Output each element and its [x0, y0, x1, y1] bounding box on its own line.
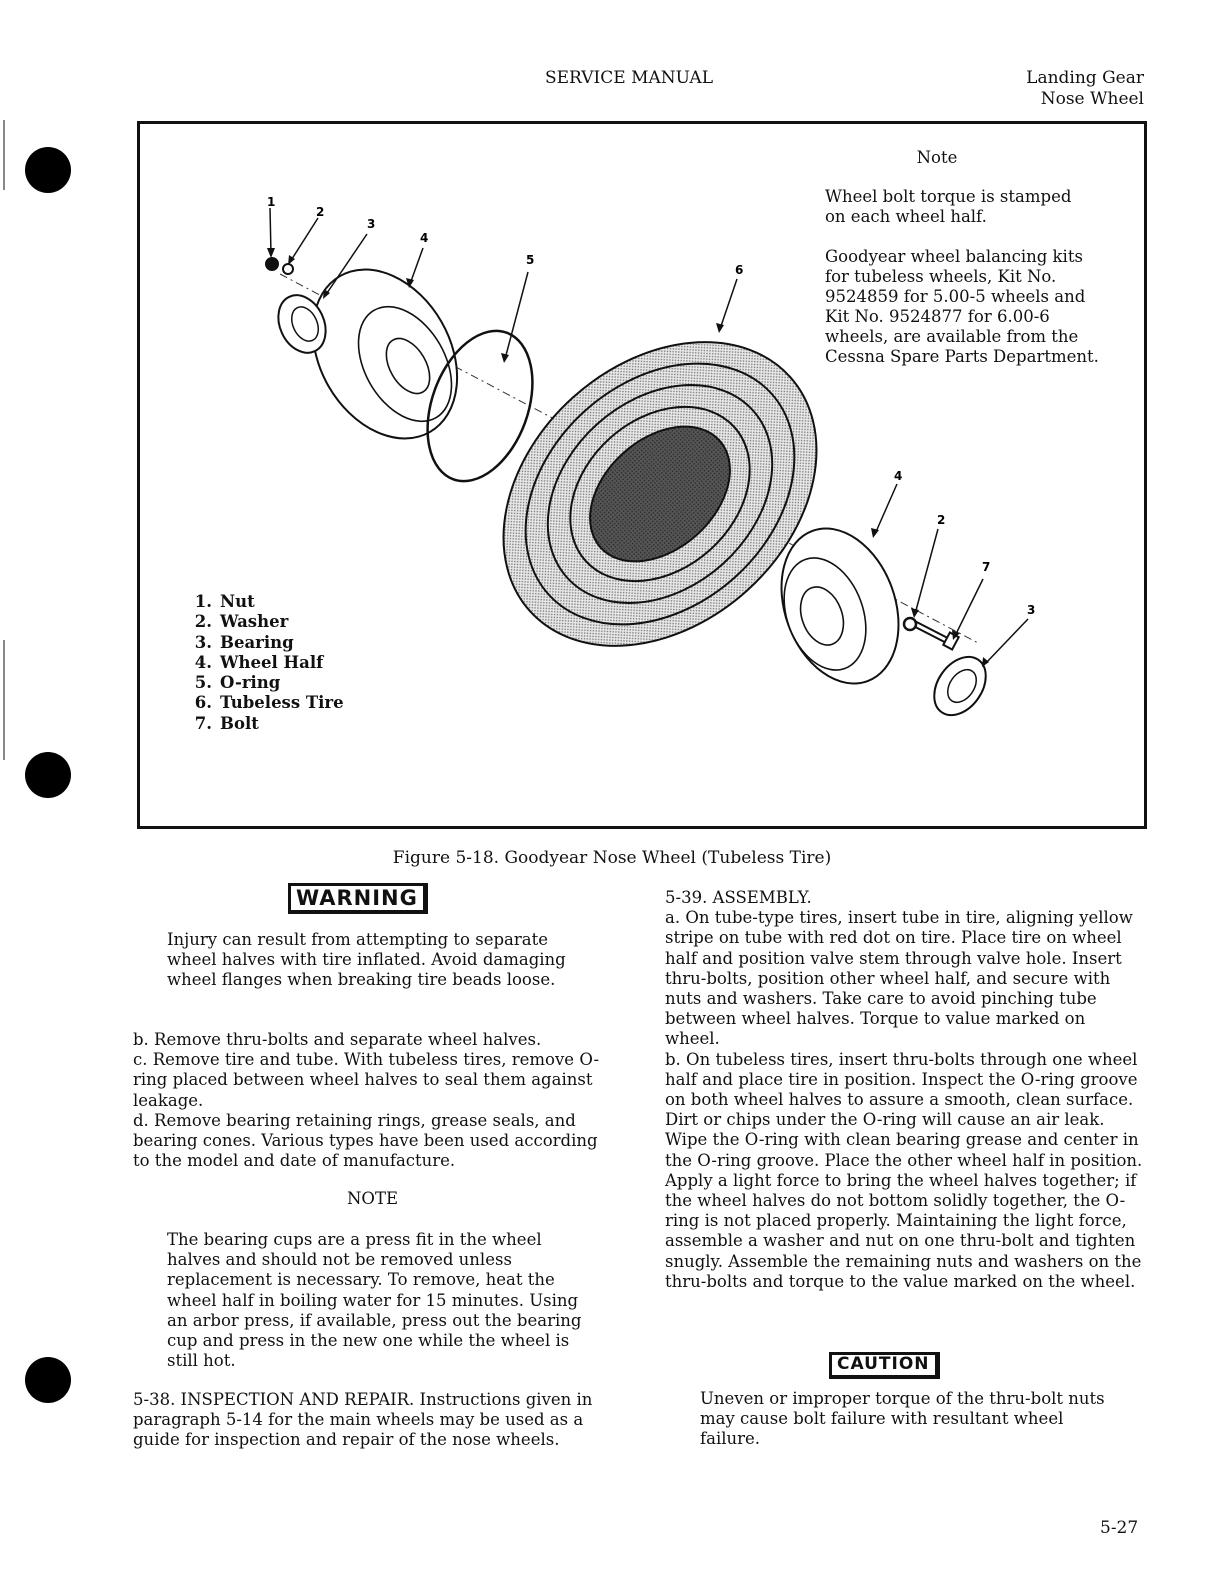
- figure-box: [137, 121, 1147, 829]
- callout-number: 5: [526, 253, 535, 267]
- inspection-text: 5-38. INSPECTION AND REPAIR. Instructions given in paragraph 5-14 for the main wheels may be used as a guide for inspection and repair of the nose wheels.: [133, 1390, 593, 1450]
- figure-note-paragraph: Goodyear wheel balancing kits for tubeless wheels, Kit No. 9524859 for 5.00-5 wheels and Kit No. 9524877 for 6.00-6 wheels, are available from the Cessna Spare Parts Department.: [825, 247, 1099, 366]
- section-title: Landing Gear: [1026, 68, 1144, 88]
- note-text: [167, 1230, 587, 1371]
- legend-item: 1. Nut: [194, 592, 255, 611]
- note-heading: NOTE: [346, 1189, 398, 1208]
- bolt-part: [915, 624, 959, 650]
- callout-number: 7: [982, 560, 991, 574]
- legend-item: 3. Bearing: [194, 632, 294, 652]
- callout-number: 3: [1027, 603, 1036, 617]
- legend-item: 6. Tubeless Tire: [194, 693, 344, 713]
- callout-number: 2: [316, 205, 325, 219]
- callout-number: 1: [267, 195, 276, 209]
- parts-legend: [178, 592, 344, 734]
- callout-number: 4: [420, 231, 429, 245]
- assembly-heading: 5-39. ASSEMBLY.: [665, 888, 812, 907]
- warning-paragraph: Injury can result from attempting to separate wheel halves with tire inflated. Avoid damaging wheel flanges when breaking tire beads loose.: [167, 930, 566, 990]
- assembly-step-a: a. On tube-type tires, insert tube in tire, aligning yellow stripe on tube with red dot on tire. Place tire on wheel half and position valve stem through valve hole. Insert thru-bolts, position other wheel half, and secure with nuts and washers. Take care to avoid pinching tube between wheel halves. Torque to value marked on wheel.: [665, 908, 1133, 1049]
- warning-text: [167, 930, 587, 991]
- legend-item: 2. Washer: [194, 612, 289, 632]
- legend-item: 4. Wheel Half: [194, 652, 324, 672]
- step-b: b. Remove thru-bolts and separate wheel halves.: [133, 1030, 542, 1049]
- subsection-title: Nose Wheel: [1040, 89, 1144, 109]
- figure-caption: Figure 5-18. Goodyear Nose Wheel (Tubeless Tire): [392, 848, 832, 868]
- inspection-paragraph: [133, 1390, 618, 1451]
- step-c: c. Remove tire and tube. With tubeless tires, remove O-ring placed between wheel halves to seal them against leakage.: [133, 1050, 600, 1110]
- washer-part: [283, 264, 293, 274]
- caution-banner: CAUTION: [829, 1352, 940, 1379]
- figure-note-paragraph: Wheel bolt torque is stamped on each wheel half.: [825, 187, 1072, 226]
- bearing-right: [924, 647, 997, 725]
- callout-number: 4: [894, 469, 903, 483]
- figure-note-title: Note: [916, 148, 958, 167]
- assembly-section: [665, 888, 1145, 1292]
- disassembly-steps: [133, 1030, 618, 1171]
- manual-title: SERVICE MANUAL: [545, 68, 713, 88]
- punch-hole-middle: [25, 752, 71, 798]
- nut-part: [265, 257, 279, 271]
- washer-part-right: [904, 618, 916, 630]
- figure-note: [825, 148, 1125, 387]
- step-d: d. Remove bearing retaining rings, grease seals, and bearing cones. Various types have been used according to the model and date of manufacture.: [133, 1110, 598, 1171]
- caution-paragraph: Uneven or improper torque of the thru-bolt nuts may cause bolt failure with resultant wheel failure.: [700, 1389, 1105, 1449]
- assembly-step-b: b. On tubeless tires, insert thru-bolts through one wheel half and place tire in position. Inspect the O-ring groove on both wheel halves to assure a smooth, clean surface. Dirt or chips under the O-ring will cause an air leak. Wipe the O-ring with clean bearing grease and center in the O-ring groove. Place the other wheel half in position. Apply a light force to bring the wheel halves together; if the wheel halves do not bottom solidly together, the O-ring is not placed properly. Maintaining the light force, assemble a washer and nut on one thru-bolt and tighten snugly. Assemble the remaining nuts and washers on the thru-bolts and torque to the value marked on the wheel.: [665, 1049, 1143, 1291]
- edge-mark: [3, 120, 5, 190]
- punch-hole-top: [25, 147, 71, 193]
- note-paragraph: The bearing cups are a press fit in the wheel halves and should not be removed unless replacement is necessary. To remove, heat the wheel half in boiling water for 15 minutes. Using an arbor press, if available, press out the bearing cup and press in the new one while the wheel is still hot.: [167, 1230, 582, 1371]
- legend-item: 7. Bolt: [194, 713, 259, 733]
- callout-number: 2: [937, 513, 946, 527]
- callout-number: 3: [367, 217, 376, 231]
- punch-hole-bottom: [25, 1357, 71, 1403]
- warning-banner: WARNING: [288, 883, 428, 914]
- caution-text: [700, 1389, 1120, 1450]
- edge-mark: [3, 640, 5, 760]
- page-number: 5-27: [1100, 1518, 1139, 1538]
- callout-number: 6: [735, 263, 744, 277]
- legend-item: 5. O-ring: [194, 673, 281, 693]
